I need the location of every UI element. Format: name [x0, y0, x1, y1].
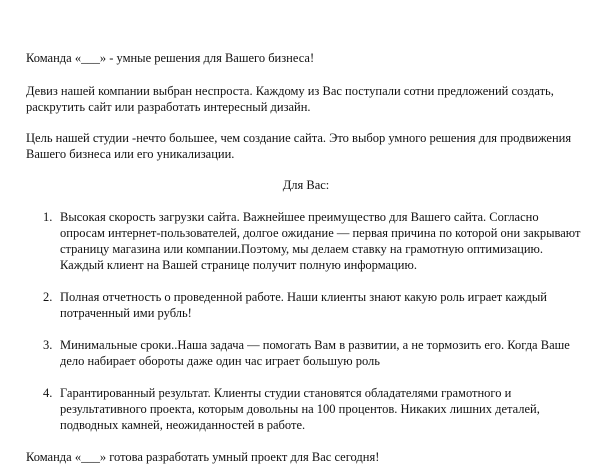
list-item-number: 1. — [43, 210, 53, 224]
list-item-text: Гарантированный результат. Клиенты студии становятся обладателями грамотного и результативного проекта, которым довольны на 100 процентов. Никаких лишних деталей, подводных камней, неожиданностей в работе. — [60, 386, 540, 432]
purpose-paragraph: Цель нашей студии -нечто большее, чем создание сайта. Это выбор умного решения для продвижения Вашего бизнеса или его уникализации. — [26, 131, 572, 161]
list-item — [26, 337, 586, 369]
list-item-number: 4. — [43, 386, 53, 400]
benefits-list — [26, 209, 586, 433]
list-item-text: Полная отчетность о проведенной работе. Наши клиенты знают какую роль играет каждый потраченный ими рубль! — [60, 290, 547, 320]
list-item — [26, 209, 586, 273]
motto-paragraph: Девиз нашей компании выбран неспроста. Каждому из Вас поступали сотни предложений создать, раскрутить сайт или разработать интересный дизайн. — [26, 84, 554, 114]
list-item — [26, 289, 586, 321]
for-you-heading: Для Вас: — [282, 178, 330, 192]
closing-paragraph: Команда «___» готова разработать умный проект для Вас сегодня! — [26, 450, 380, 464]
list-item-text: Высокая скорость загрузки сайта. Важнейшее преимущество для Вашего сайта. Согласно опросам интернет-пользователей, долгое ожидание — первая причина по которой они закрывают страницу магазина или компании.Поэтому, мы делаем ставку на грамотную оптимизацию. Каждый клиент на Вашей странице получит полную информацию. — [60, 210, 581, 272]
heading-paragraph: Команда «___» - умные решения для Вашего бизнеса! — [26, 51, 315, 65]
list-item-number: 3. — [43, 338, 53, 352]
list-item — [26, 385, 586, 433]
list-item-text: Минимальные сроки..Наша задача — помогать Вам в развитии, а не тормозить его. Когда Ваше дело набирает обороты даже один час играет большую роль — [60, 338, 570, 368]
list-item-number: 2. — [43, 290, 53, 304]
